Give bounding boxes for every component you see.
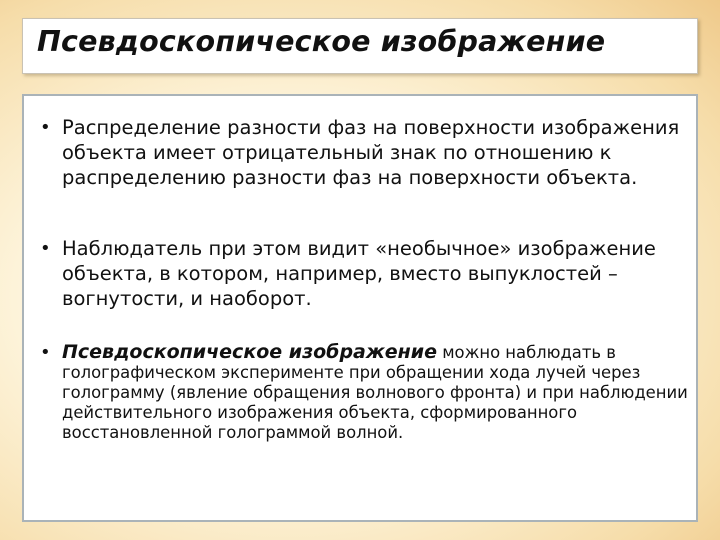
slide-title: Псевдоскопическое изображение xyxy=(37,25,606,58)
bullet-text-1: Распределение разности фаз на поверхности изображения объекта имеет отрицательный знак по отношению к распределению разности фаз на поверхности объекта. xyxy=(62,116,680,189)
bullet-text-3-body: можно наблюдать в голографическом эксперименте при обращении хода лучей через голограмму (явление обращения волнового фронта) и при наблюдении действительного изображения объекта, сформированного восстановленной голограммой волной. xyxy=(62,343,688,442)
bullet-marker: • xyxy=(40,238,51,259)
title-panel xyxy=(22,18,698,74)
content-panel xyxy=(22,94,698,522)
bullet-lead-term: Псевдоскопическое изображение xyxy=(62,341,437,363)
bullet-text-2: Наблюдатель при этом видит «необычное» изображение объекта, в котором, например, вместо выпуклостей – вогнутости, и наоборот. xyxy=(62,237,656,310)
bullet-marker: • xyxy=(40,342,51,363)
bullet-marker: • xyxy=(40,117,51,138)
bullet-text-3 xyxy=(62,342,692,443)
